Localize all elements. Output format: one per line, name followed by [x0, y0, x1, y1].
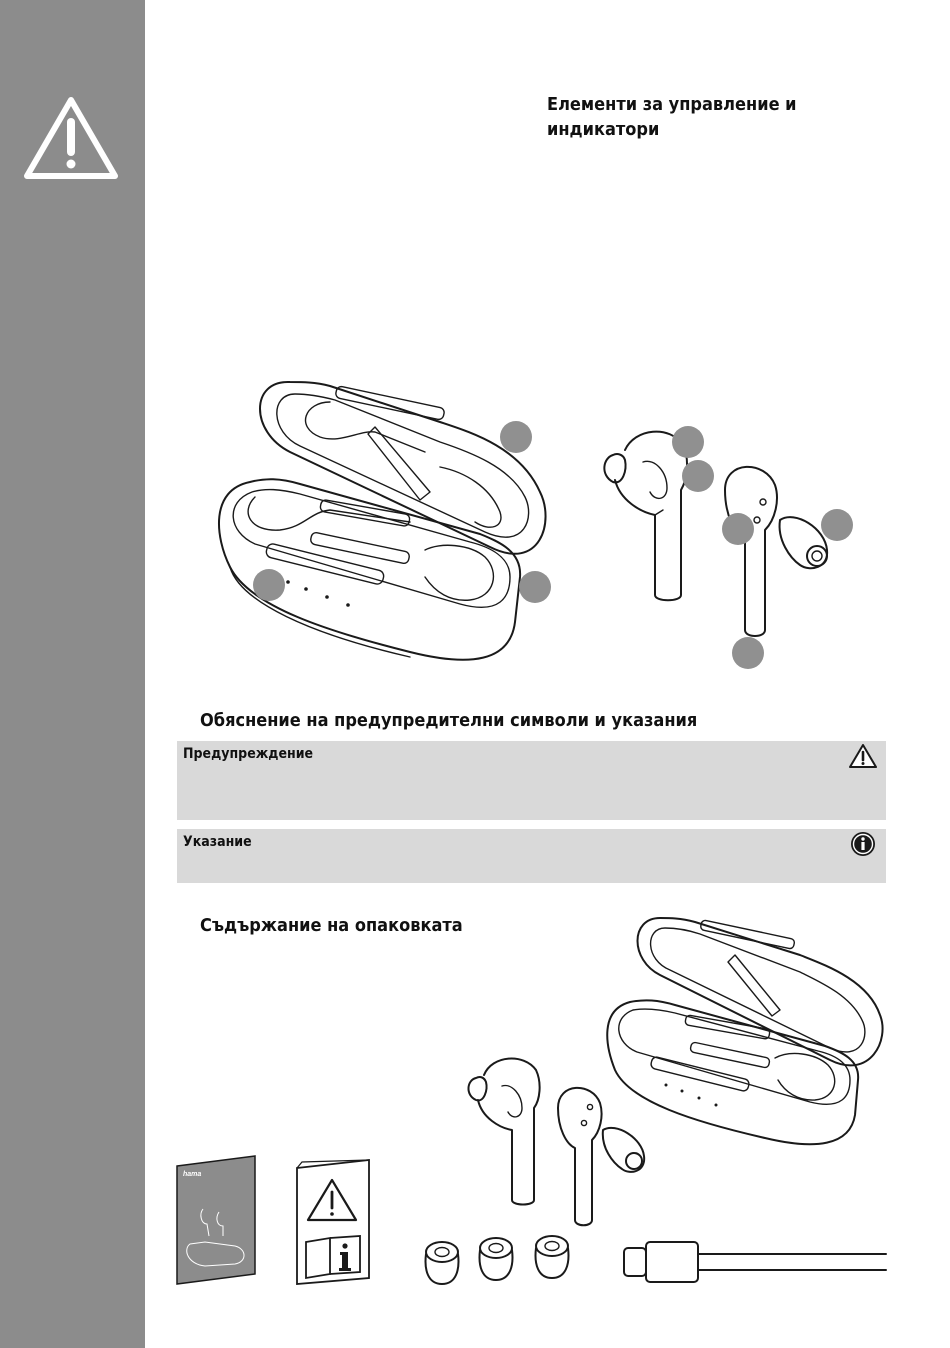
callout-marker	[732, 637, 764, 669]
warning-triangle-icon	[22, 94, 120, 182]
warning-notice	[177, 741, 886, 820]
callout-marker	[672, 426, 704, 458]
callout-marker	[821, 509, 853, 541]
hama-logo: hama	[183, 1171, 202, 1178]
package-earbuds-illustration	[462, 1050, 652, 1230]
sidebar-band	[0, 0, 145, 1348]
callout-marker	[500, 421, 532, 453]
note-notice	[177, 829, 886, 883]
manual-booklet-illustration	[175, 1154, 260, 1286]
charging-case-illustration	[210, 372, 560, 672]
warning-label: Предупреждение	[183, 746, 314, 762]
ear-tips-illustration	[420, 1232, 585, 1292]
callout-marker	[519, 571, 551, 603]
package-title: Съдържание на опаковката	[200, 915, 463, 936]
info-circle-icon	[848, 831, 878, 857]
warning-triangle-icon	[848, 743, 878, 769]
callout-marker	[722, 513, 754, 545]
symbols-title: Обяснение на предупредителни символи и указания	[200, 710, 698, 731]
usb-c-cable-illustration	[620, 1238, 890, 1288]
note-label: Указание	[183, 834, 252, 850]
controls-title: Елементи за управление и индикатори	[547, 94, 797, 140]
callout-marker	[682, 460, 714, 492]
callout-marker	[253, 569, 285, 601]
safety-leaflet-illustration	[294, 1156, 374, 1286]
